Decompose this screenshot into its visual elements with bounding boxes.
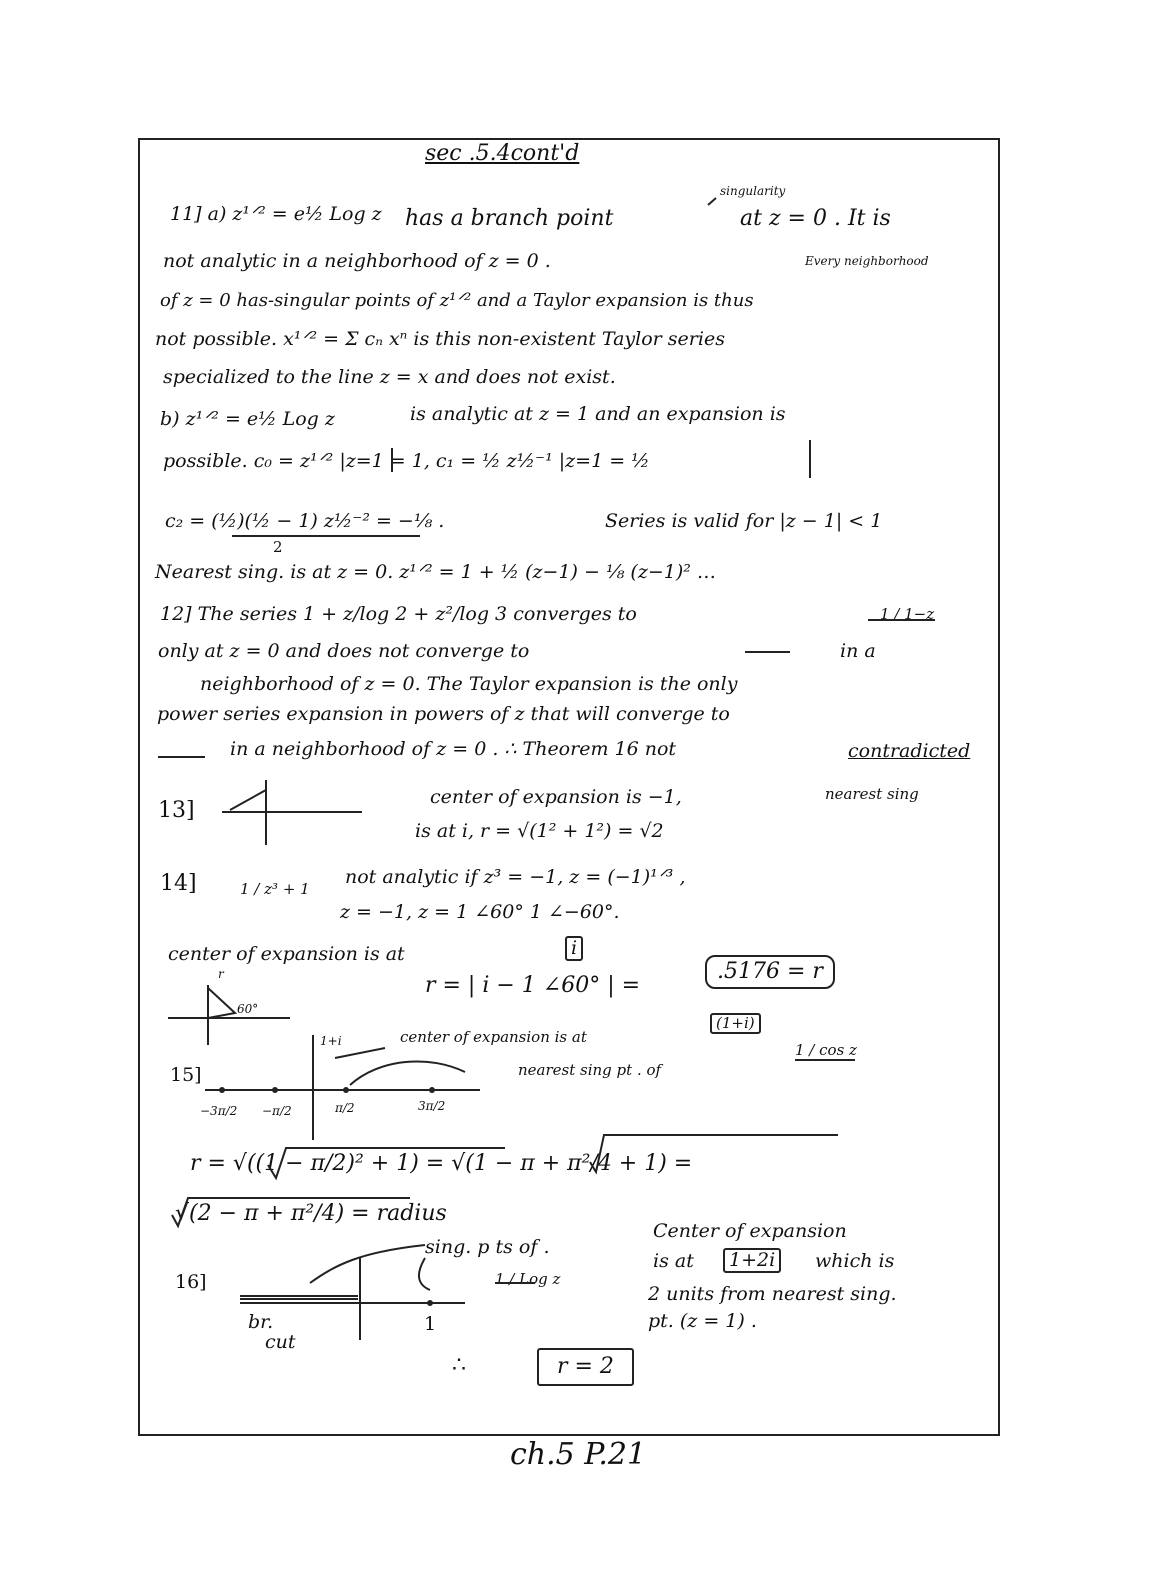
p15-fig-point: 1+i: [320, 1034, 342, 1048]
p11b-valid: Series is valid for |z − 1| < 1: [605, 510, 883, 532]
p16-cut-line2: cut: [265, 1331, 296, 1353]
p12-line4: power series expansion in powers of z that will converge to: [157, 703, 730, 725]
p14-label: 14]: [160, 871, 197, 896]
p16-cut-line1: br.: [248, 1311, 274, 1333]
p11b-line1b: is analytic at z = 1 and an expansion is: [410, 403, 786, 425]
p14-r-equation: r = | i − 1 ∠60° | =: [425, 973, 641, 998]
p13-line1b: nearest sing: [825, 785, 919, 803]
p16-label: 16]: [175, 1271, 207, 1293]
p16-center-line3: 2 units from nearest sing.: [648, 1283, 897, 1305]
p16-center-value: 1+2i: [723, 1248, 781, 1273]
p14-center-value: i: [565, 936, 583, 961]
p15-center-value: (1+i): [710, 1013, 761, 1034]
p11b-c2-denominator: 2: [273, 538, 283, 556]
p14-line1: not analytic if z³ = −1, z = (−1)¹ᐟ³ ,: [345, 866, 686, 888]
p16-center-line1: Center of expansion: [653, 1220, 847, 1242]
p15-tick-2: −π/2: [262, 1104, 292, 1118]
p16-sing: sing. p ts of .: [425, 1236, 550, 1258]
p11-line1: 11] a) z¹ᐟ² = e½ Log z: [170, 203, 382, 225]
p11-singularity-note: singularity: [720, 184, 786, 198]
p11b-line2: possible. c₀ = z¹ᐟ² |z=1 = 1, c₁ = ½ z½⁻¹ |z=1 = ½: [163, 450, 650, 472]
p11-line1c: at z = 0 . It is: [740, 206, 891, 231]
p16-result: r = 2: [537, 1348, 634, 1386]
p15-nearest: nearest sing pt . of: [518, 1061, 662, 1079]
p11-line2b: Every neighborhood: [805, 254, 929, 268]
p12-line2b: in a: [840, 640, 876, 662]
p14-frac: 1 / z³ + 1: [240, 880, 310, 898]
p14-line2: z = −1, z = 1 ∠60° 1 ∠−60°.: [340, 901, 620, 923]
section-title: sec .5.4cont'd: [425, 141, 580, 166]
p13-line2: is at i, r = √(1² + 1²) = √2: [415, 820, 664, 842]
p12-line1: 12] The series 1 + z/log 2 + z²/log 3 converges to: [160, 603, 637, 625]
p11-line2: not analytic in a neighborhood of z = 0 .: [163, 250, 551, 272]
p13-label: 13]: [158, 798, 195, 823]
p11b-line1: b) z¹ᐟ² = e½ Log z: [160, 408, 335, 430]
p15-r-line2: √(2 − π + π²/4) = radius: [175, 1201, 447, 1226]
p14-fig-r: r: [218, 967, 224, 981]
p15-tick-4: 3π/2: [418, 1099, 446, 1113]
p12-frac: 1 / 1−z: [880, 605, 935, 623]
p12-line5: in a neighborhood of z = 0 . ∴ Theorem 16 not: [230, 738, 677, 760]
p11b-nearest: Nearest sing. is at z = 0. z¹ᐟ² = 1 + ½ (z−1) − ⅛ (z−1)² …: [155, 561, 716, 583]
p11-line3: of z = 0 has-singular points of z¹ᐟ² and a Taylor expansion is thus: [160, 290, 754, 311]
p11b-c2: c₂ = (½)(½ − 1) z½⁻² = −⅛ .: [165, 510, 445, 532]
p16-therefore: ∴: [452, 1353, 466, 1378]
p14-r-value: .5176 = r: [705, 955, 835, 989]
p15-frac: 1 / cos z: [795, 1041, 857, 1059]
p16-center-line2: is at: [653, 1250, 694, 1272]
p15-r-line1: r = √((1 − π/2)² + 1) = √(1 − π + π²/4 + 1) =: [190, 1151, 693, 1176]
p11-line4: not possible. x¹ᐟ² = Σ cₙ xⁿ is this non-existent Taylor series: [155, 328, 725, 350]
page-number: ch.5 P.21: [510, 1437, 647, 1472]
p14-fig-angle: 60°: [237, 1002, 259, 1016]
p12-contradicted: contradicted: [848, 740, 971, 762]
p11-line5: specialized to the line z = x and does not exist.: [163, 366, 616, 388]
p16-frac: 1 / Log z: [495, 1270, 561, 1288]
p12-line2: only at z = 0 and does not converge to: [158, 640, 530, 662]
p15-tick-3: π/2: [335, 1101, 355, 1115]
p15-tick-1: −3π/2: [200, 1104, 238, 1118]
p13-line1: center of expansion is −1,: [430, 786, 682, 808]
p16-center-line4: pt. (z = 1) .: [648, 1310, 757, 1332]
p12-line3: neighborhood of z = 0. The Taylor expansion is the only: [200, 673, 738, 695]
p16-one: 1: [424, 1313, 437, 1335]
p15-center: center of expansion is at: [400, 1028, 587, 1046]
p15-label: 15]: [170, 1064, 202, 1086]
p11-line1b: has a branch point: [405, 206, 614, 231]
p14-center: center of expansion is at: [168, 943, 405, 965]
p16-center-line2b: which is: [815, 1250, 895, 1272]
